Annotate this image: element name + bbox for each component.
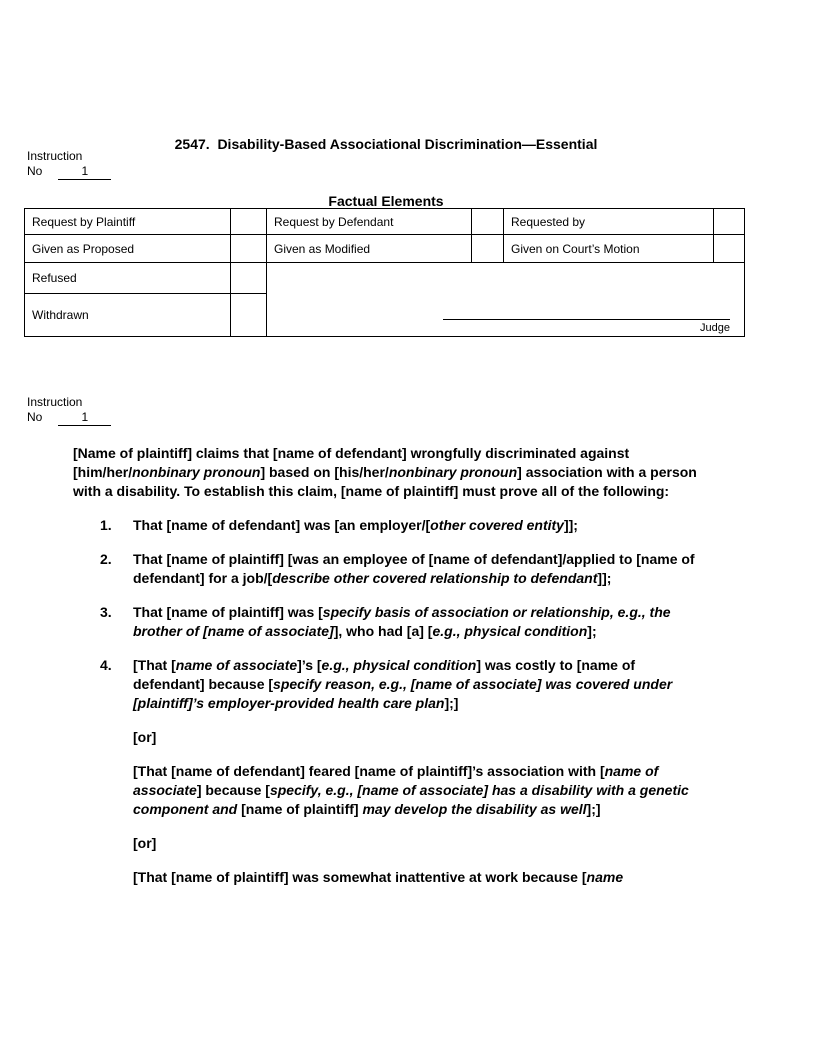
text-run: [That [name of defendant] feared [name of plaintiff]’s association with [ — [133, 763, 605, 779]
judge-label: Judge — [700, 322, 730, 334]
table-row — [25, 235, 745, 263]
text-run: That [name of plaintiff] [was an employee of [name of defendant]/applied to [name of defendant] for a job/[ — [133, 551, 695, 586]
fill-box-requested-by — [714, 209, 745, 235]
instruction-status-table — [24, 208, 745, 337]
fill-box-withdrawn — [231, 294, 267, 337]
table-cell-requested-by: Requested by — [504, 209, 714, 235]
text-run: ] association with a person with a disability. To establish this claim, [name of plaintiff] must prove all of the following: — [73, 464, 697, 499]
table-row — [25, 209, 745, 235]
body-paragraph — [133, 762, 699, 819]
text-run: ]]; — [563, 517, 578, 533]
text-run: ]’s [ — [297, 657, 322, 673]
text-run: ];] — [586, 801, 601, 817]
text-run: [That [name of plaintiff] was somewhat inattentive at work because [ — [133, 869, 587, 885]
body-paragraph — [133, 868, 699, 887]
instruction-label: Instruction — [27, 149, 83, 163]
item-number: 1. — [100, 517, 112, 533]
table-cell-given-as-modified: Given as Modified — [267, 235, 472, 263]
instruction-number-row — [27, 164, 111, 180]
body-paragraph — [133, 728, 699, 747]
title-line-1: 2547. Disability-Based Associational Discrimination—Essential — [174, 136, 598, 152]
text-run: ], who had [a] [ — [333, 623, 433, 639]
text-run-italic: e.g., physical condition — [432, 623, 588, 639]
list-item — [73, 550, 699, 588]
table-cell-request-by-defendant: Request by Defendant — [267, 209, 472, 235]
body-paragraph — [73, 444, 699, 501]
instruction-number-row — [27, 410, 111, 426]
table-row — [25, 263, 745, 294]
text-run-italic: may develop the disability as well — [362, 801, 587, 817]
fill-box-given-as-modified — [472, 235, 504, 263]
text-run: ]]; — [597, 570, 612, 586]
text-run: [name of plaintiff] — [241, 801, 363, 817]
text-run-italic: specify basis of association or relationship, e.g., the brother of [name of associate] — [133, 604, 671, 639]
fill-box-given-on-courts-motion — [714, 235, 745, 263]
table-cell-refused: Refused — [25, 263, 231, 294]
fill-box-request-by-plaintiff — [231, 209, 267, 235]
no-label: No — [27, 410, 43, 424]
instruction-number-value: 1 — [58, 410, 111, 426]
list-item — [73, 516, 699, 535]
instruction-number-block-body — [27, 395, 111, 426]
list-item — [73, 656, 699, 713]
text-run-italic: specify reason, e.g., [name of associate] was covered under [plaintiff]’s employer-provided health care plan — [133, 676, 673, 711]
text-run-italic: nonbinary pronoun — [132, 464, 261, 480]
text-run: ] based on [his/her/ — [260, 464, 389, 480]
table-cell-withdrawn: Withdrawn — [25, 294, 231, 337]
text-run-italic: other covered entity — [430, 517, 564, 533]
text-run: ]; — [587, 623, 597, 639]
text-run: ] because [ — [196, 782, 270, 798]
text-run: That [name of defendant] was [an employer/[ — [133, 517, 431, 533]
table-cell-given-as-proposed: Given as Proposed — [25, 235, 231, 263]
item-number: 3. — [100, 604, 112, 620]
text-run-italic: specify, e.g., [name of associate] has a disability with a genetic component and — [133, 782, 689, 817]
title-line-2: Factual Elements — [328, 193, 444, 209]
fill-box-refused — [231, 263, 267, 294]
fill-box-given-as-proposed — [231, 235, 267, 263]
text-run-italic: name of associate — [175, 657, 298, 673]
list-item — [73, 603, 699, 641]
instruction-body — [73, 444, 699, 902]
instruction-number-block-top — [27, 149, 111, 180]
text-run-italic: name of associate — [133, 763, 659, 798]
text-run: ] was costly to [name of defendant] because [ — [133, 657, 636, 692]
instruction-label: Instruction — [27, 395, 83, 409]
text-run: [Name of plaintiff] claims that [name of defendant] wrongfully discriminated against [him/her/ — [73, 445, 630, 480]
text-run-italic: describe other covered relationship to defendant — [272, 570, 598, 586]
fill-box-request-by-defendant — [472, 209, 504, 235]
text-run: [That [ — [133, 657, 176, 673]
judge-signature-cell — [267, 263, 745, 337]
text-run: [or] — [133, 729, 157, 745]
table-cell-request-by-plaintiff: Request by Plaintiff — [25, 209, 231, 235]
text-run-italic: e.g., physical condition — [321, 657, 477, 673]
text-run-italic: nonbinary pronoun — [388, 464, 518, 480]
text-run: [or] — [133, 835, 157, 851]
judge-signature-line — [443, 319, 730, 320]
no-label: No — [27, 164, 43, 178]
text-run: That [name of plaintiff] was [ — [133, 604, 323, 620]
item-number: 2. — [100, 551, 112, 567]
body-paragraph — [133, 834, 699, 853]
text-run: ];] — [444, 695, 459, 711]
text-run-italic: name — [586, 869, 624, 885]
table-cell-given-on-courts-motion: Given on Court’s Motion — [504, 235, 714, 263]
instruction-number-value: 1 — [58, 164, 111, 180]
item-number: 4. — [100, 657, 112, 673]
